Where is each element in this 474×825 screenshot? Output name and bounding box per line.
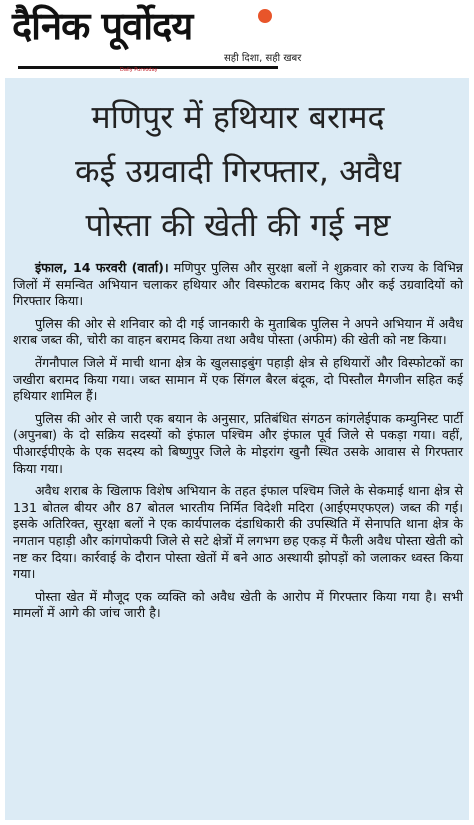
masthead-dot-icon [258,9,272,23]
article-paragraph [13,260,463,310]
article-paragraph: पुलिस की ओर से शनिवार को दी गई जानकारी के मुताबिक पुलिस ने अपने अभियान में अवैध शराब जब्त की, चोरी का वाहन बरामद किया तथा अवैध पोस्ता (अफीम) की खेती को नष्ट किया। [13,315,463,348]
article-paragraph: पोस्ता खेत में मौजूद एक व्यक्ति को अवैध खेती के आरोप में गिरफ्तार किया गया है। सभी मामलों में आगे की जांच जारी है। [13,588,463,621]
article-paragraph: अवैध शराब के खिलाफ विशेष अभियान के तहत इंफाल पश्चिम जिले के सेकमाई थाना क्षेत्र से 131 बोतल बीयर और 87 बोतल भारतीय निर्मित विदेशी मदिरा (आईएमएफएल) जब्त की गई। इसके अतिरिक्त, सुरक्षा बलों ने एक कार्यपालक दंडाधिकारी की उपस्थिति में सेनापति थाना क्षेत्र के नगतान पहाड़ी और कांगपोकपी जिले से सटे क्षेत्रों में लगभग छह एकड़ में फैली अवैध पोस्ता खेती को नष्ट कर दिया। कार्रवाई के दौरान पोस्ता खेतों में बने आठ अस्थायी झोपड़ों को जलाकर ध्वस्त किया गया। [13,483,463,582]
article-paragraph: तेंगनौपाल जिले में माची थाना क्षेत्र के खुलसाइबुंग पहाड़ी क्षेत्र से हथियारों और विस्फोटकों का जखीरा बरामद किया गया। जब्त सामान में एक सिंगल बैरल बंदूक, दो पिस्तौल मैगजीन सहित कई हथियार शामिल हैं। [13,354,463,404]
paragraph-text: मणिपुर पुलिस और सुरक्षा बलों ने शुक्रवार को राज्य के विभिन्न जिलों में समन्वित अभियान चलाकर हथियार और विस्फोटक बरामद किए और कई उग्रवादियों को गिरफ्तार किया। [13,260,463,309]
article-headline [13,90,463,252]
article-dateline: इंफाल, 14 फरवरी (वार्ता)। [35,260,169,275]
headline-line: पोस्ता की खेती की गई नष्ट [85,206,391,244]
news-article [5,78,469,820]
newspaper-tagline: सही दिशा, सही खबर [224,53,302,64]
newspaper-name: दैनिक पूर्वोदय [12,4,193,48]
newspaper-masthead [0,0,474,80]
headline-line: मणिपुर में हथियार बरामद [91,98,385,136]
masthead-subline: Daily Purvoday [120,67,158,73]
article-paragraph: पुलिस की ओर से जारी एक बयान के अनुसार, प्रतिबंधित संगठन कांगलेईपाक कम्युनिस्ट पार्टी (अपुनबा) के दो सक्रिय सदस्यों को इंफाल पश्चिम और इंफाल पूर्व जिले से पकड़ा गया। वहीं, पीआरईपीएके के एक सदस्य को बिष्णुपुर जिले के मोइरांग खुनौ स्थित उसके आवास से गिरफ्तार किया गया। [13,410,463,476]
headline-line: कई उग्रवादी गिरफ्तार, अवैध [74,152,402,190]
article-body [13,260,463,622]
